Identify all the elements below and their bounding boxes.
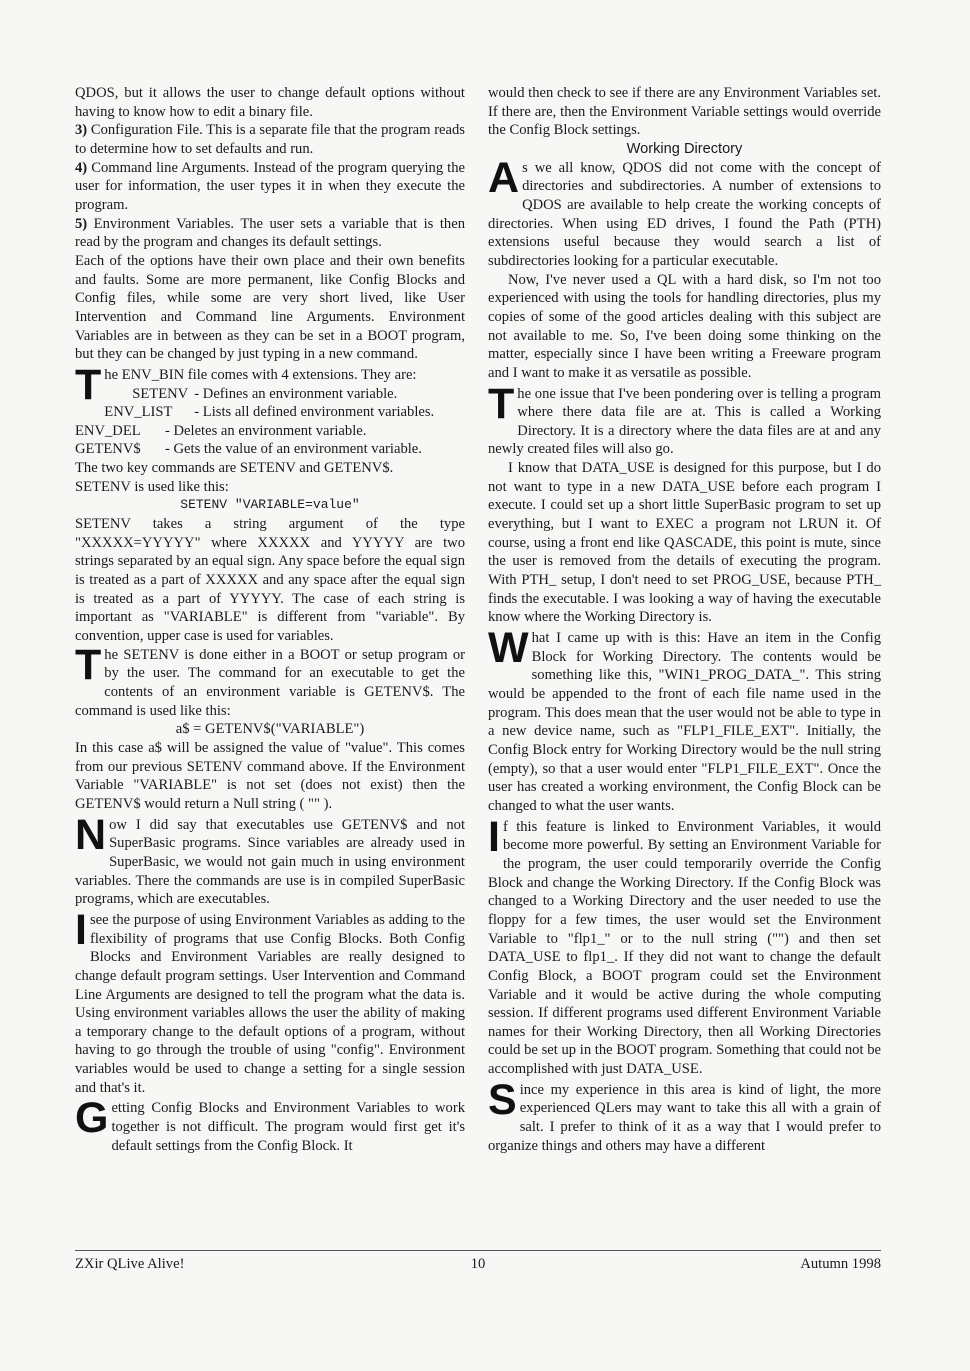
page-number: 10 — [470, 1256, 486, 1272]
list-item-3 — [75, 121, 465, 158]
section-heading: Working Directory — [626, 140, 743, 157]
command-name: ENV_LIST — [104, 404, 173, 421]
command-name: GETENV$ — [75, 441, 141, 458]
command-desc: - Defines an environment variable. — [194, 385, 398, 402]
footer-publication: ZXir QLive Alive! — [75, 1256, 185, 1272]
drop-cap: T — [75, 360, 102, 409]
paragraph: I know that DATA_USE is designed for this purpose, but I do not want to type in a new DATA_USE before each program I execute. I could set up a short little SuperBasic program to set up everything, but I want to EXEC a program not LRUN it. Of course, using a front end like QASCADE, this point is mute, since the user is removed from the details of executing the program. With PTH_ setup, I don't need to set PROG_USE, because PTH_ finds the executable. I was looking a way of having the executable know where the Working Directory is. — [488, 460, 881, 626]
list-text: Command line Arguments. Instead of the program querying the user for information, the user types it in when they execute the program. — [75, 159, 465, 213]
paragraph: Now, I've never used a QL with a hard disk, so I'm not too experienced with using the tools for handling directories, plus my copies of some of the good articles dealing with this subject are not available to me. So, I've been doing some thinking on the matter, especially since I have been writing a Freeware program and I want to make it as versatile as possible. — [488, 271, 881, 381]
drop-cap: W — [488, 624, 529, 673]
paragraph: In this case a$ will be assigned the value of "value". This comes from our previous SETENV command above. If the Environment Variable "VARIABLE" is not set (does not exist) then the GETENV$ would return a Null string ( "" ). — [75, 739, 465, 812]
paragraph-as — [488, 153, 881, 271]
paragraph: QDOS, but it allows the user to change default options without having to know how to edit a binary file. — [75, 85, 465, 120]
code-line: a$ = GETENV$("VARIABLE") — [175, 721, 365, 738]
list-number: 3) — [75, 122, 88, 139]
paragraph: The two key commands are SETENV and GETENV$. — [75, 460, 394, 477]
paragraph-text: s we all know, QDOS did not come with the concept of directories and subdirectories. A number of extensions to QDOS are available to help create the working concepts of directories. When using ED drives, I found the Path (PTH) extensions useful because they would search a list of subdirectories looking for a particular executable. — [488, 159, 881, 269]
paragraph-setenv — [75, 640, 465, 721]
paragraph-isee — [75, 905, 465, 1098]
footer-rule — [75, 1250, 881, 1251]
right-column — [488, 84, 881, 1155]
list-item-4 — [75, 159, 465, 215]
paragraph-one — [488, 379, 881, 460]
drop-cap: I — [488, 812, 500, 861]
drop-cap: G — [75, 1094, 109, 1143]
command-row — [75, 440, 465, 459]
command-desc: - Deletes an environment variable. — [165, 422, 367, 439]
paragraph-now — [75, 810, 465, 909]
paragraph-since — [488, 1075, 881, 1156]
footer-issue: Autumn 1998 — [800, 1256, 881, 1272]
command-table — [75, 385, 465, 460]
command-row — [104, 403, 465, 422]
command-row — [75, 422, 465, 441]
drop-cap: T — [488, 379, 515, 428]
command-desc: - Gets the value of an environment variable. — [165, 441, 422, 458]
paragraph-what — [488, 624, 881, 816]
paragraph-text: ince my experience in this area is kind of light, the more experienced QLers may want to take this all with a grain of salt. I prefer to think of it as a way that I would prefer to organize things and others may have a different — [488, 1081, 881, 1154]
paragraph: SETENV is used like this: — [75, 478, 229, 495]
code-line: SETENV "VARIABLE=value" — [180, 497, 360, 513]
paragraph-getting — [75, 1094, 465, 1155]
paragraph-text: he ENV_BIN file comes with 4 extensions. They are: — [104, 366, 417, 383]
left-column — [75, 84, 465, 1155]
drop-cap: I — [75, 905, 87, 954]
paragraph-text: he SETENV is done either in a BOOT or setup program or by the user. The command for an executable to get the contents of an environment variable is GETENV$. The command is used like this: — [75, 646, 465, 719]
paragraph: would then check to see if there are any Environment Variables set. If there are, then the Environment Variable settings would override the Config Block settings. — [488, 85, 881, 139]
list-item-5 — [75, 215, 465, 252]
paragraph-text: etting Config Blocks and Environment Variables to work together is not difficult. The program would first get it's default settings from the Config Block. It — [111, 1100, 465, 1154]
paragraph-text: he one issue that I've been pondering over is telling a program where there data file are at. This is called a Working Directory. It is a directory where the data files are at and any newly created files will also go. — [488, 385, 881, 458]
list-text: Environment Variables. The user sets a variable that is then read by the program and changes its default settings. — [75, 215, 465, 251]
drop-cap: S — [488, 1075, 517, 1124]
list-number: 4) — [75, 159, 88, 176]
list-number: 5) — [75, 215, 88, 232]
paragraph-text: ow I did say that executables use GETENV$ and not SuperBasic programs. Since variables are already used in SuperBasic, we would not gain much in using environment variables. There the commands are use is in compiled SuperBasic programs, which are executables. — [75, 816, 465, 908]
command-name: SETENV — [132, 385, 189, 402]
paragraph: SETENV takes a string argument of the type "XXXXX=YYYYY" where XXXXX and YYYYY are two strings separated by an equal sign. Any space before the equal sign is treated as a part of XXXXX and any space after the equal sign is treated as a part of YYYYY. The case of each string is important as "VARIABLE" is different from "variable". By convention, upper case is used for variables. — [75, 516, 465, 645]
command-desc: - Lists all defined environment variables. — [194, 404, 435, 421]
drop-cap: N — [75, 810, 107, 859]
list-text: Configuration File. This is a separate file that the program reads to determine how to set defaults and run. — [75, 122, 465, 157]
paragraph-if — [488, 812, 881, 1079]
drop-cap: A — [488, 153, 520, 202]
drop-cap: T — [75, 640, 102, 689]
paragraph: Each of the options have their own place and their own benefits and faults. Some are more permanent, like Config Blocks and Config files, while some are very short lived, like User Intervention and Command line Arguments. Environment Variables are in between as they can be set in a BOOT program, but they can be changed by just typing in a new command. — [75, 252, 465, 363]
command-name: ENV_DEL — [75, 422, 141, 439]
paragraph-text: f this feature is linked to Environment Variables, it would become more powerful. By setting an Environment Variable for the program, the user could temporarily override the Config Block and change the Working Directory. If the Config Block was changed to a Working Directory and the user needed to use the floppy for a few times, the user would set the Environment Variable to "flp1_" or to the null string ("") and then set DATA_USE to flp1_. If they did not want to change the default Config Block, a BOOT program could set the Environment Variable and it would be active during the whole computing session. If different programs used different Environment Variable names for their Working Directory, then all Working Directories could be set up in the BOOT program. Something that could not be accomplished with just DATA_USE. — [488, 818, 881, 1078]
paragraph-text: see the purpose of using Environment Variables as adding to the flexibility of programs that use Config Blocks. Both Config Blocks and Environment Variables are really designed to change default program settings. User Intervention and Command Line Arguments are designed to tell the program what the data is. Using environment variables allows the user the ability of making a temporary change to the default options of a program, without having to go through the trouble of using "config". Environment variables would be used to change a setting for a single session and that's it. — [75, 911, 465, 1096]
command-row — [104, 385, 465, 404]
paragraph-text: hat I came up with is this: Have an item in the Config Block for Working Directory. The contents would be something like this, "WIN1_PROG_DATA_". This string would be appended to the front of each file name used in the program. This does mean that the user would not be able to type in a new device name, such as "FLP1_FILE_EXT". Initially, the Config Block entry for Working Directory would be the null string (empty), so that a user would enter "FLP1_FILE_EXT". Once the user has created a working environment, the Config Block can be changed to what the user wants. — [488, 630, 881, 814]
page-footer — [75, 1256, 881, 1273]
